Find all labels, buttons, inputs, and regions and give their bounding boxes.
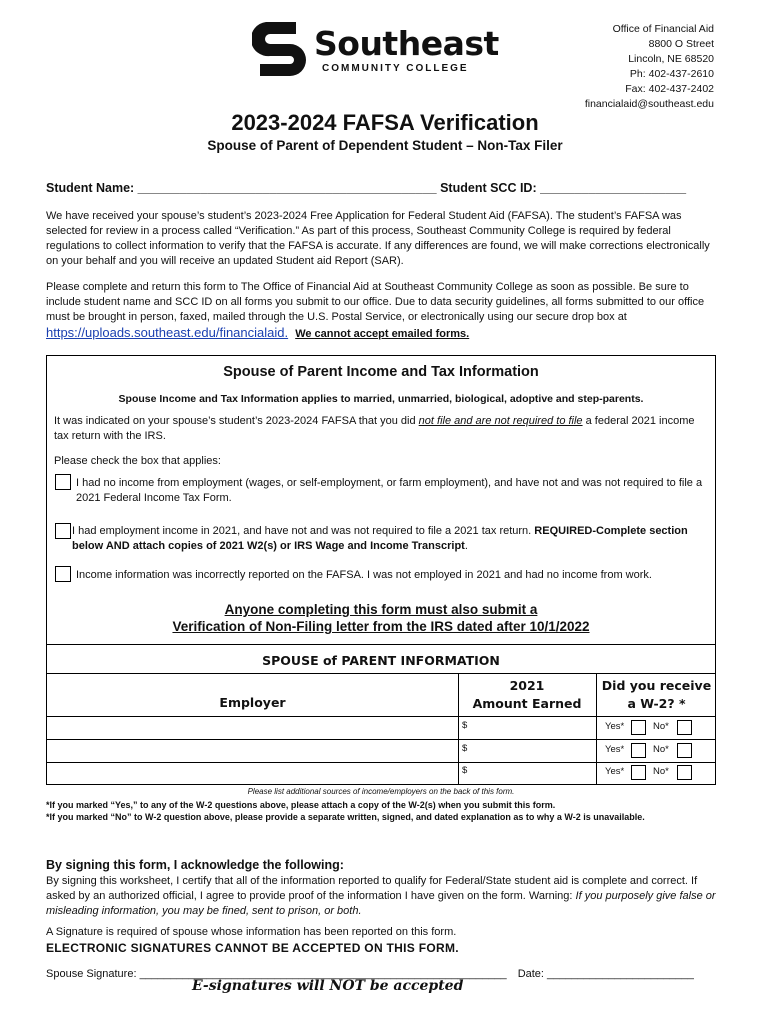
additional-sources-note: Please list additional sources of income/employers on the back of this form.: [247, 787, 515, 796]
option-incorrect-label: Income information was incorrectly reported on the FAFSA. I was not employed in 2021 and had no income from work.: [76, 569, 652, 581]
w2-notes: [46, 786, 716, 824]
w2-header-line1: Did you receive: [601, 678, 712, 693]
student-name-field[interactable]: Student Name: ___________________________________________: [46, 181, 437, 195]
no-label: No*: [653, 766, 669, 777]
check-instruction: Please check the box that applies:: [54, 455, 221, 467]
office-line: Office of Financial Aid: [612, 23, 714, 35]
no-checkbox[interactable]: [677, 743, 692, 758]
certification-text: By signing this worksheet, I certify that all of the information reported to qualify for Federal/State student aid is complete and correct. If asked by an authorized official, I agree to provide proof of the information I have given on the form. Warning:: [46, 875, 698, 902]
income-heading: Spouse of Parent Income and Tax Information: [223, 364, 539, 380]
table-title: SPOUSE of PARENT INFORMATION: [262, 653, 500, 668]
intro-paragraph: We have received your spouse’s student’s 2023-2024 Free Application for Federal Student Aid (FAFSA). The student’s FAFSA was selected for review in a process called “Verification.” As part of this process, Southeast Community College is required by federal regulations to collect information to verify that the FAFSA is accurate. If any differences are found, we will make corrections electronically on your behalf and you will receive an updated Student aid Report (SAR).: [46, 210, 710, 267]
logo-wordmark: Southeast: [314, 24, 499, 63]
option-no-income-checkbox[interactable]: [55, 474, 71, 490]
esignature-note: E-signatures will NOT be accepted: [192, 978, 464, 994]
form-title: 2023-2024 FAFSA Verification: [231, 110, 539, 135]
warning-text: If you purposely give false or misleading information, you may be fined, sent to prison, or both.: [46, 890, 716, 917]
income-subheading: Spouse Income and Tax Information applies to married, unmarried, biological, adoptive and step-parents.: [118, 393, 644, 405]
option-no-income-label: I had no income from employment (wages, or self-employment, or farm employment), and have not and was not required to file a 2021 Federal Income Tax Form.: [76, 477, 703, 504]
yes-checkbox[interactable]: [631, 720, 646, 735]
amount-input[interactable]: $: [462, 743, 468, 754]
yes-checkbox[interactable]: [631, 743, 646, 758]
instructions-paragraph: [46, 280, 718, 342]
office-line: Fax: 402-437-2402: [625, 83, 714, 95]
student-fields: [46, 181, 686, 195]
w2-header-line2: a W-2? *: [627, 696, 686, 711]
office-address: [585, 22, 714, 112]
certification-paragraph: [46, 874, 726, 919]
logo-subtitle: COMMUNITY COLLEGE: [322, 63, 469, 74]
office-line: Lincoln, NE 68520: [628, 53, 714, 65]
nonfiling-notice-line1: Anyone completing this form must also submit a: [224, 602, 538, 617]
spouse-info-table: [46, 645, 716, 785]
yes-label: Yes*: [605, 721, 625, 732]
spouse-signature-field[interactable]: Spouse Signature: ____________________________________________________________: [46, 968, 507, 980]
upload-link[interactable]: https://uploads.southeast.edu/financialaid.: [46, 325, 289, 340]
no-checkbox[interactable]: [677, 720, 692, 735]
form-subtitle: Spouse of Parent of Dependent Student – Non-Tax Filer: [207, 138, 563, 153]
office-line: 8800 O Street: [648, 38, 714, 50]
date-field[interactable]: Date: ________________________: [517, 968, 694, 980]
option-employment-income-label: I had employment income in 2021, and have not and was not required to file a 2021 tax return. REQUIRED-Complete section below AND attach copies of 2021 W2(s) or IRS Wage and Income Transcript.: [72, 525, 688, 552]
yes-label: Yes*: [605, 744, 625, 755]
employer-header: Employer: [219, 695, 286, 710]
college-logo: [252, 18, 499, 82]
signature-requirement: A Signature is required of spouse whose information has been reported on this form.: [46, 926, 457, 938]
nonfiling-notice-line2: Verification of Non-Filing letter from the IRS dated after 10/1/2022: [172, 619, 590, 634]
yes-w2-note: *If you marked “Yes,” to any of the W-2 questions above, please attach a copy of the W-2(s) when you submit this form.: [46, 799, 556, 810]
indicated-text: [54, 414, 704, 444]
income-section: [46, 355, 716, 645]
instructions-text: Please complete and return this form to The Office of Financial Aid at Southeast Community College as soon as possible. Be sure to include student name and SCC ID on all forms you submit to our office. Due to data security guidelines, all forms submitted to our office must be brought in person, faxed, mailed through the U.S. Postal Service, or electronically using our secure drop box at: [46, 281, 705, 323]
indicated-part: a federal 2021 income tax return with the IRS.: [54, 415, 695, 442]
yes-label: Yes*: [605, 766, 625, 777]
office-line: Ph: 402-437-2610: [629, 68, 714, 80]
no-label: No*: [653, 721, 669, 732]
option-required-text: REQUIRED-Complete section below AND attach copies of 2021 W2(s) or IRS Wage and Income Transcript: [72, 525, 688, 552]
student-id-field[interactable]: Student SCC ID: _____________________: [440, 181, 687, 195]
signing-heading: By signing this form, I acknowledge the following:: [46, 858, 344, 872]
option-incorrect-checkbox[interactable]: [55, 566, 71, 582]
no-checkbox[interactable]: [677, 765, 692, 780]
yes-checkbox[interactable]: [631, 765, 646, 780]
amount-year-header: 2021: [509, 678, 545, 693]
indicated-emphasis: not file and are not required to file: [418, 415, 583, 427]
amount-earned-header: Amount Earned: [472, 696, 582, 711]
amount-input[interactable]: $: [462, 765, 468, 776]
amount-input[interactable]: $: [462, 720, 468, 731]
no-label: No*: [653, 744, 669, 755]
option-text: I had employment income in 2021, and have not and was not required to file a 2021 tax return.: [72, 525, 535, 537]
no-email-notice: We cannot accept emailed forms.: [295, 328, 470, 340]
electronic-signature-warning: ELECTRONIC SIGNATURES CANNOT BE ACCEPTED ON THIS FORM.: [46, 941, 459, 955]
employer-input[interactable]: [51, 741, 455, 761]
office-line: financialaid@southeast.edu: [584, 98, 714, 110]
option-employment-income-checkbox[interactable]: [55, 523, 71, 539]
no-w2-note: *If you marked “No” to W-2 question above, please provide a separate written, signed, and dated explanation as to why a W-2 is unavailable.: [46, 812, 645, 822]
indicated-part: It was indicated on your spouse’s student’s 2023-2024 FAFSA that you did: [54, 415, 419, 427]
employer-input[interactable]: [51, 718, 455, 738]
logo-s-mark-icon: [252, 18, 308, 82]
employer-input[interactable]: [51, 764, 455, 784]
